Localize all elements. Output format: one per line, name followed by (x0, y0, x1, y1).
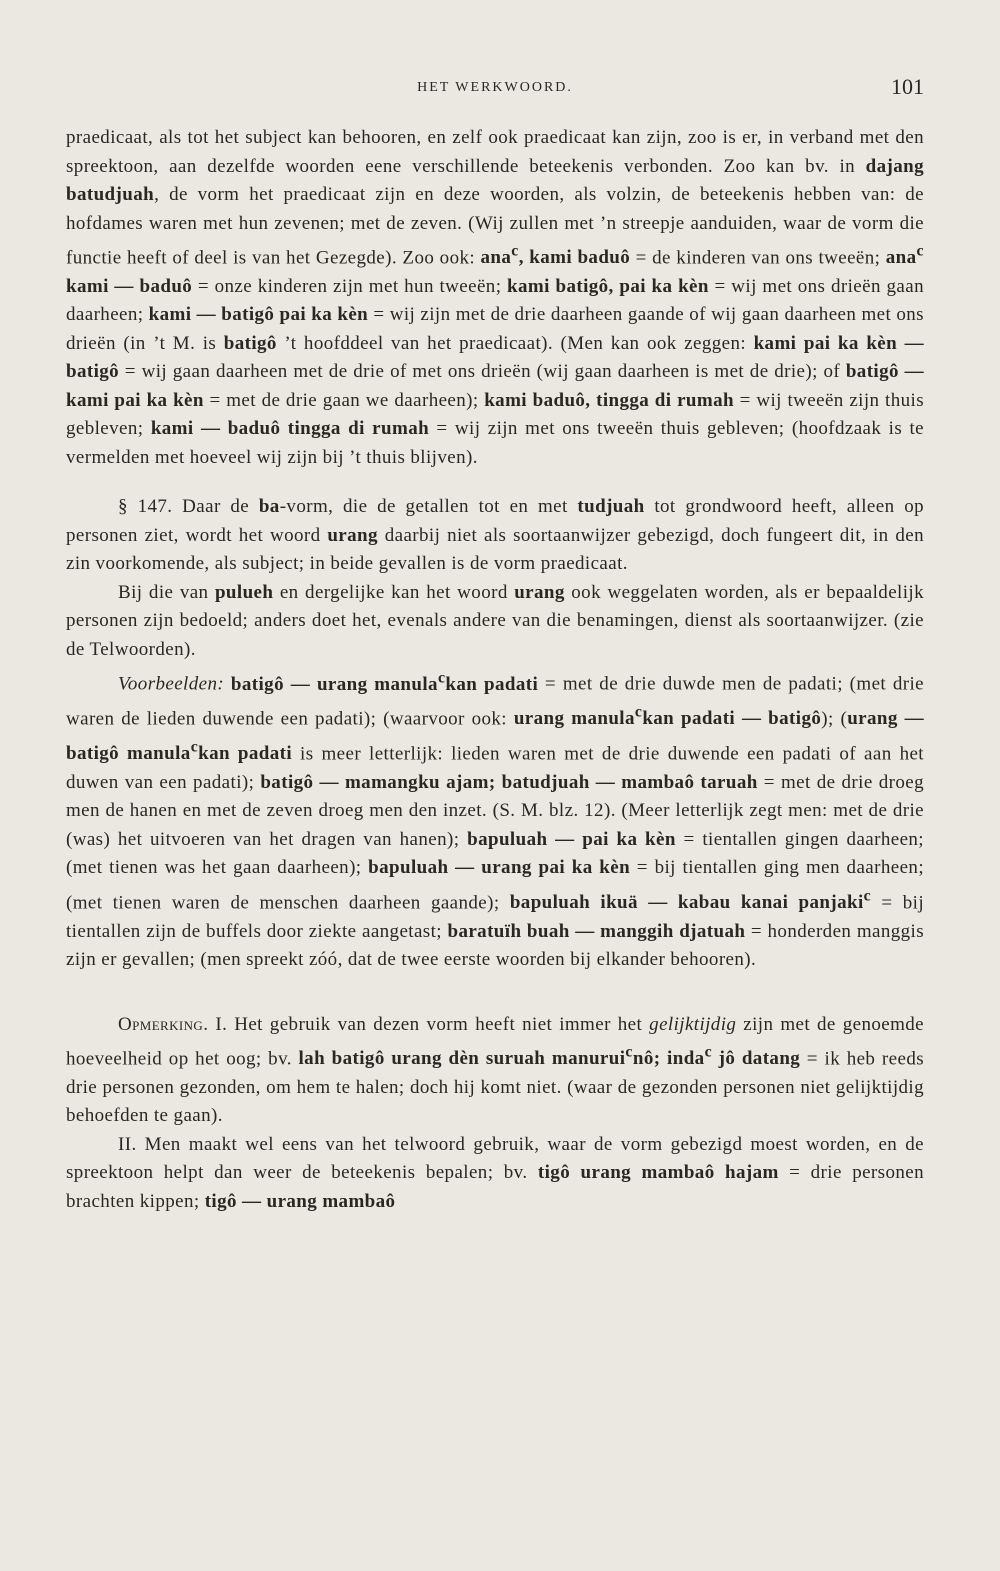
paragraph-section-147: § 147. Daar de ba-vorm, die de getallen tot en met tudjuah tot grondwoord heeft, alleen op personen ziet, wordt het woord urang daarbij niet als soortaanwijzer gebezigd, doch fungeert dit, in den zin voorkomende, als subject; in beide gevallen is de vorm praedicaat. (66, 496, 925, 575)
minangkabau-term: kami baduô, tingga di rumah (484, 389, 734, 411)
minangkabau-term: dajang batudjuah (66, 155, 924, 205)
minangkabau-term: ana$^c$, kami baduô (480, 243, 631, 269)
minangkabau-term: urang manula$^c$kan padati — batigô (513, 704, 822, 730)
paragraph-examples: Voorbeelden: batigô — urang manula$^c$kan padati = met de drie duwde men de padati; (met drie waren de lieden duwende een padati); (waarvoor ook: urang manula$^c$kan padati — batigô); (urang — batigô manula$^c$kan padati is meer letterlijk: lieden waren met de drie duwende een padati of aan het duwen van een padati); batigô — mamangku ajam; batudjuah — mambaô taruah = met de drie droeg men de hanen en met de zeven droeg men den inzet. (S. M. blz. 12). (Meer letterlijk zegt men: met de drie (was) het uitvoeren van het dragen van hanen); bapuluah — pai ka kèn = tientallen gingen daarheen; (met tienen was het gaan daarheen); bapuluah — urang pai ka kèn = bij tientallen ging men daarheen; (met tienen waren de menschen daarheen gaande); bapuluah ikuä — kabau kanai panjaki$^c$ = bij tientallen zijn de buffels door ziekte aangetast; baratuïh buah — manggih djatuah = honderden manggis zijn er gevallen; (men spreekt zóó, dat de twee eerste woorden bij elkander behooren). (66, 669, 925, 971)
minangkabau-term: kami — batigô pai ka kèn (148, 304, 369, 326)
minangkabau-term: bapuluah — pai ka kèn (467, 828, 676, 850)
paragraph-pulueh: Bij die van pulueh en dergelijke kan het woord urang ook weggelaten worden, als er bepaaldelijk personen zijn bedoeld; anders doet het, evenals andere van die benamingen, dienst als soortaanwijzer. (zie de Telwoorden). (66, 581, 924, 660)
running-title: HET WERKWOORD. (417, 80, 573, 95)
minangkabau-term: tigô — urang mambaô (204, 1190, 396, 1212)
minangkabau-term: pulueh (214, 581, 274, 603)
minangkabau-term: tigô urang mambaô hajam (537, 1162, 779, 1184)
minangkabau-term: urang (514, 581, 565, 603)
minangkabau-term: bapuluah ikuä — kabau kanai panjaki$^c$ (509, 887, 872, 914)
page-number: 101 (891, 74, 924, 99)
minangkabau-term: kami pai ka kèn — batigô (66, 332, 924, 383)
minangkabau-term: kami — baduô tingga di rumah (150, 418, 430, 440)
paragraph-continuation: praedicaat, als tot het subject kan behooren, en zelf ook praedicaat kan zijn, zoo is er, in verband met den spreektoon, aan dezelfde woorden eene verschillende beteekenis verbonden. Zoo kan bv. in dajang batudjuah, de vorm het praedicaat zijn en deze woorden, als volzin, de beteekenis hebben van: de hofdames waren met hun zevenen; met de zeven. (Wij zullen met ’n streepje aanduiden, waar de vorm die functie heeft of deel is van het Gezegde). Zoo ook: ana$^c$, kami baduô = de kinderen van ons tweeën; ana$^c$ kami — baduô = onze kinderen zijn met hun tweeën; kami batigô, pai ka kèn = wij met ons drieën gaan daarheen; kami — batigô pai ka kèn = wij zijn met de drie daarheen gaande of wij gaan daarheen met ons drieën (in ’t M. is batigô ’t hoofddeel van het praedicaat). (Men kan ook zeggen: kami pai ka kèn — batigô = wij gaan daarheen met de drie of met ons drieën (wij gaan daarheen is met de drie); of batigô — kami pai ka kèn = met de drie gaan we daarheen); kami baduô, tingga di rumah = wij tweeën zijn thuis gebleven; kami — baduô tingga di rumah = wij zijn met ons tweeën thuis gebleven; (hoofdzaak is te vermelden met hoeveel wij zijn bij ’t thuis blijven). (66, 127, 925, 468)
minangkabau-term: tudjuah (577, 496, 645, 518)
minangkabau-term: kami batigô, pai ka kèn (507, 275, 709, 297)
minangkabau-term: batigô — kami pai ka kèn (66, 361, 925, 411)
page-body (66, 124, 924, 1216)
paragraph-remark-2: II. Men maakt wel eens van het telwoord gebruik, waar de vorm gebezigd moest worden, en de spreektoon helpt dan weer de beteekenis bepalen; bv. tigô urang mambaô hajam = drie personen brachten kippen; tigô — urang mambaô (66, 1133, 924, 1212)
page-header (66, 74, 924, 104)
minangkabau-term: batigô (223, 332, 277, 354)
minangkabau-term: baratuïh buah — manggih djatuah (447, 920, 746, 942)
minangkabau-term: ba (258, 496, 280, 518)
minangkabau-term: batigô — mamangku ajam; batudjuah — mambaô taruah (260, 771, 758, 793)
minangkabau-term: urang — batigô manula$^c$kan padati (66, 708, 925, 765)
minangkabau-term: bapuluah — urang pai ka kèn (368, 857, 631, 879)
paragraph-remark-1: Opmerking. I. Het gebruik van dezen vorm heeft niet immer het gelijktijdig zijn met de genoemde hoeveelheid op het oog; bv. lah batigô urang dèn suruah manurui$^c$nô; inda$^c$ jô datang = ik heb reeds drie personen gezonden, om hem te halen; doch hij komt niet. (waar de gezonden personen niet gelijktijdig behoefden te gaan). (66, 1013, 925, 1127)
minangkabau-term: lah batigô urang dèn suruah manurui$^c$nô; inda$^c$ jô datang (298, 1044, 801, 1070)
minangkabau-term: urang (327, 524, 378, 546)
minangkabau-term: batigô — urang manula$^c$kan padati (230, 669, 539, 695)
minangkabau-term: ana$^c$ kami — baduô (66, 243, 924, 297)
